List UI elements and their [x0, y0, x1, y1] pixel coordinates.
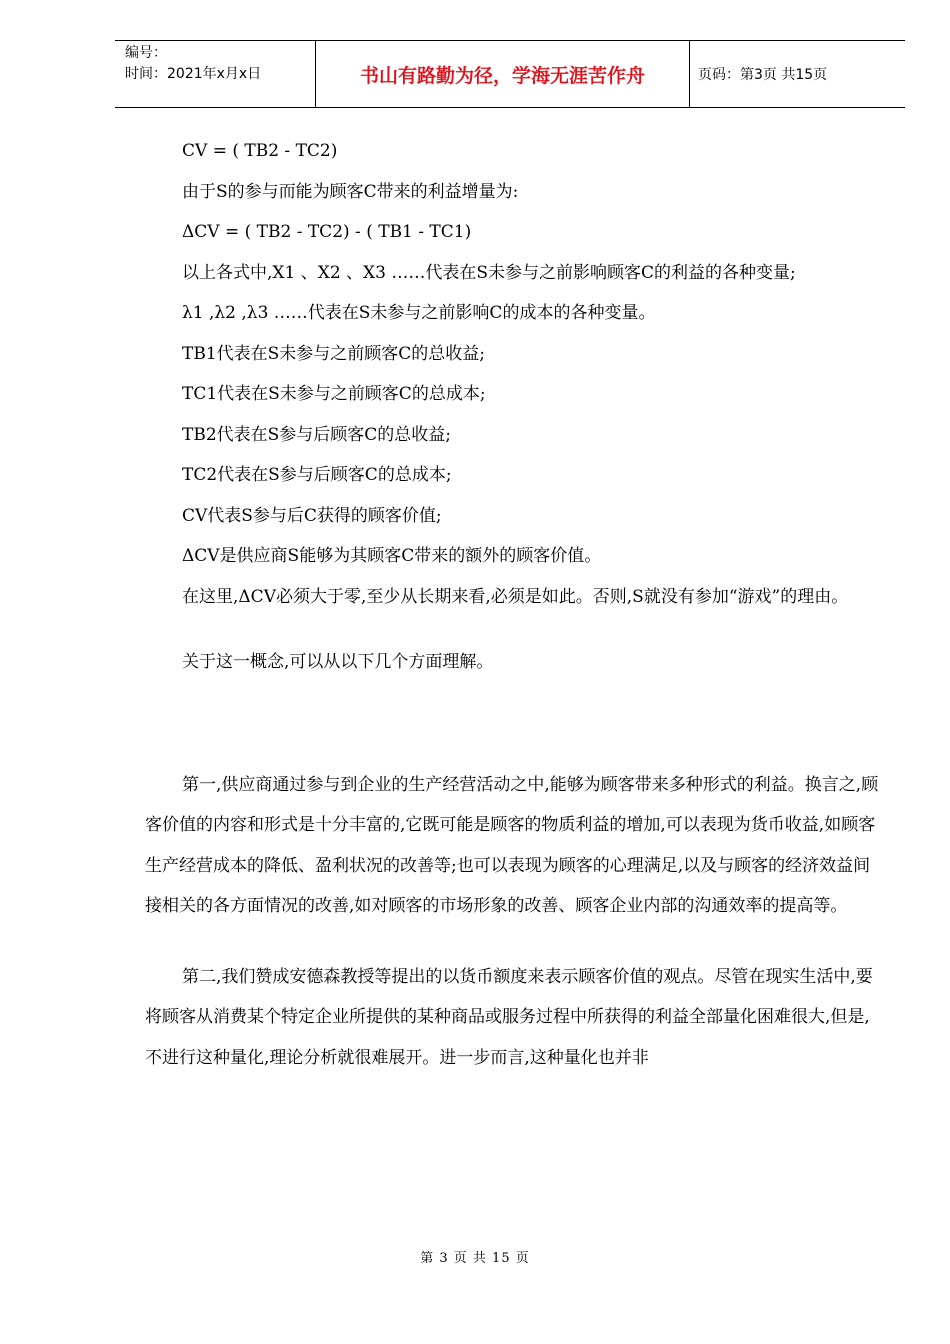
document-body	[145, 131, 880, 1078]
document-header	[115, 40, 905, 108]
header-page-cell	[690, 41, 905, 107]
text-line: 以上各式中,X1 、X2 、X3 ……代表在S未参与之前影响顾客C的利益的各种变量;	[182, 262, 796, 283]
formula-delta-cv: ΔCV = ( TB2 - TC2) - ( TB1 - TC1)	[182, 222, 472, 242]
text-line: λ1 ,λ2 ,λ3 ……代表在S未参与之前影响C的成本的各种变量。	[182, 303, 656, 323]
definition-tc2: TC2代表在S参与后顾客C的总成本;	[182, 465, 452, 485]
header-meta-cell	[115, 41, 316, 107]
paragraph-first: 第一,供应商通过参与到企业的生产经营活动之中,能够为顾客带来多种形式的利益。换言之,顾客价值的内容和形式是十分丰富的,它既可能是顾客的物质利益的增加,可以表现为货币收益,如顾客生产经营成本的降低、盈利状况的改善等;也可以表现为顾客的心理满足,以及与顾客的经济效益间接相关的各方面情况的改善,如对顾客的市场形象的改善、顾客企业内部的沟通效率的提高等。	[145, 774, 879, 916]
definition-tb2: TB2代表在S参与后顾客C的总收益;	[182, 424, 452, 445]
formula-cv: CV = ( TB2 - TC2)	[182, 141, 338, 161]
paragraph-concept: 关于这一概念,可以从以下几个方面理解。	[182, 652, 494, 672]
time-label: 时间：2021年x月x日	[125, 66, 262, 82]
paragraph-here: 在这里,ΔCV必须大于零,至少从长期来看,必须是如此。否则,S就没有参加“游戏”的理由。	[182, 586, 849, 607]
definition-tb1: TB1代表在S未参与之前顾客C的总收益;	[182, 343, 486, 364]
header-motto-cell	[316, 41, 690, 107]
text-line: 由于S的参与而能为顾客C带来的利益增量为:	[182, 181, 519, 202]
definition-tc1: TC1代表在S未参与之前顾客C的总成本;	[182, 384, 486, 404]
motto-text: 书山有路勤为径，学海无涯苦作舟	[359, 64, 645, 87]
definition-cv: CV代表S参与后C获得的顾客价值;	[182, 505, 442, 526]
page-info: 页码：第3页 共15页	[698, 67, 828, 83]
serial-label: 编号：	[125, 45, 167, 61]
paragraph-second: 第二,我们赞成安德森教授等提出的以货币额度来表示顾客价值的观点。尽管在现实生活中,要将顾客从消费某个特定企业所提供的某种商品或服务过程中所获得的利益全部量化困难很大,但是,不进行这种量化,理论分析就很难展开。进一步而言,这种量化也并非	[145, 966, 873, 1068]
page-footer: 第 3 页 共 15 页	[420, 1251, 530, 1266]
definition-delta-cv: ΔCV是供应商S能够为其顾客C带来的额外的顾客价值。	[182, 546, 602, 566]
